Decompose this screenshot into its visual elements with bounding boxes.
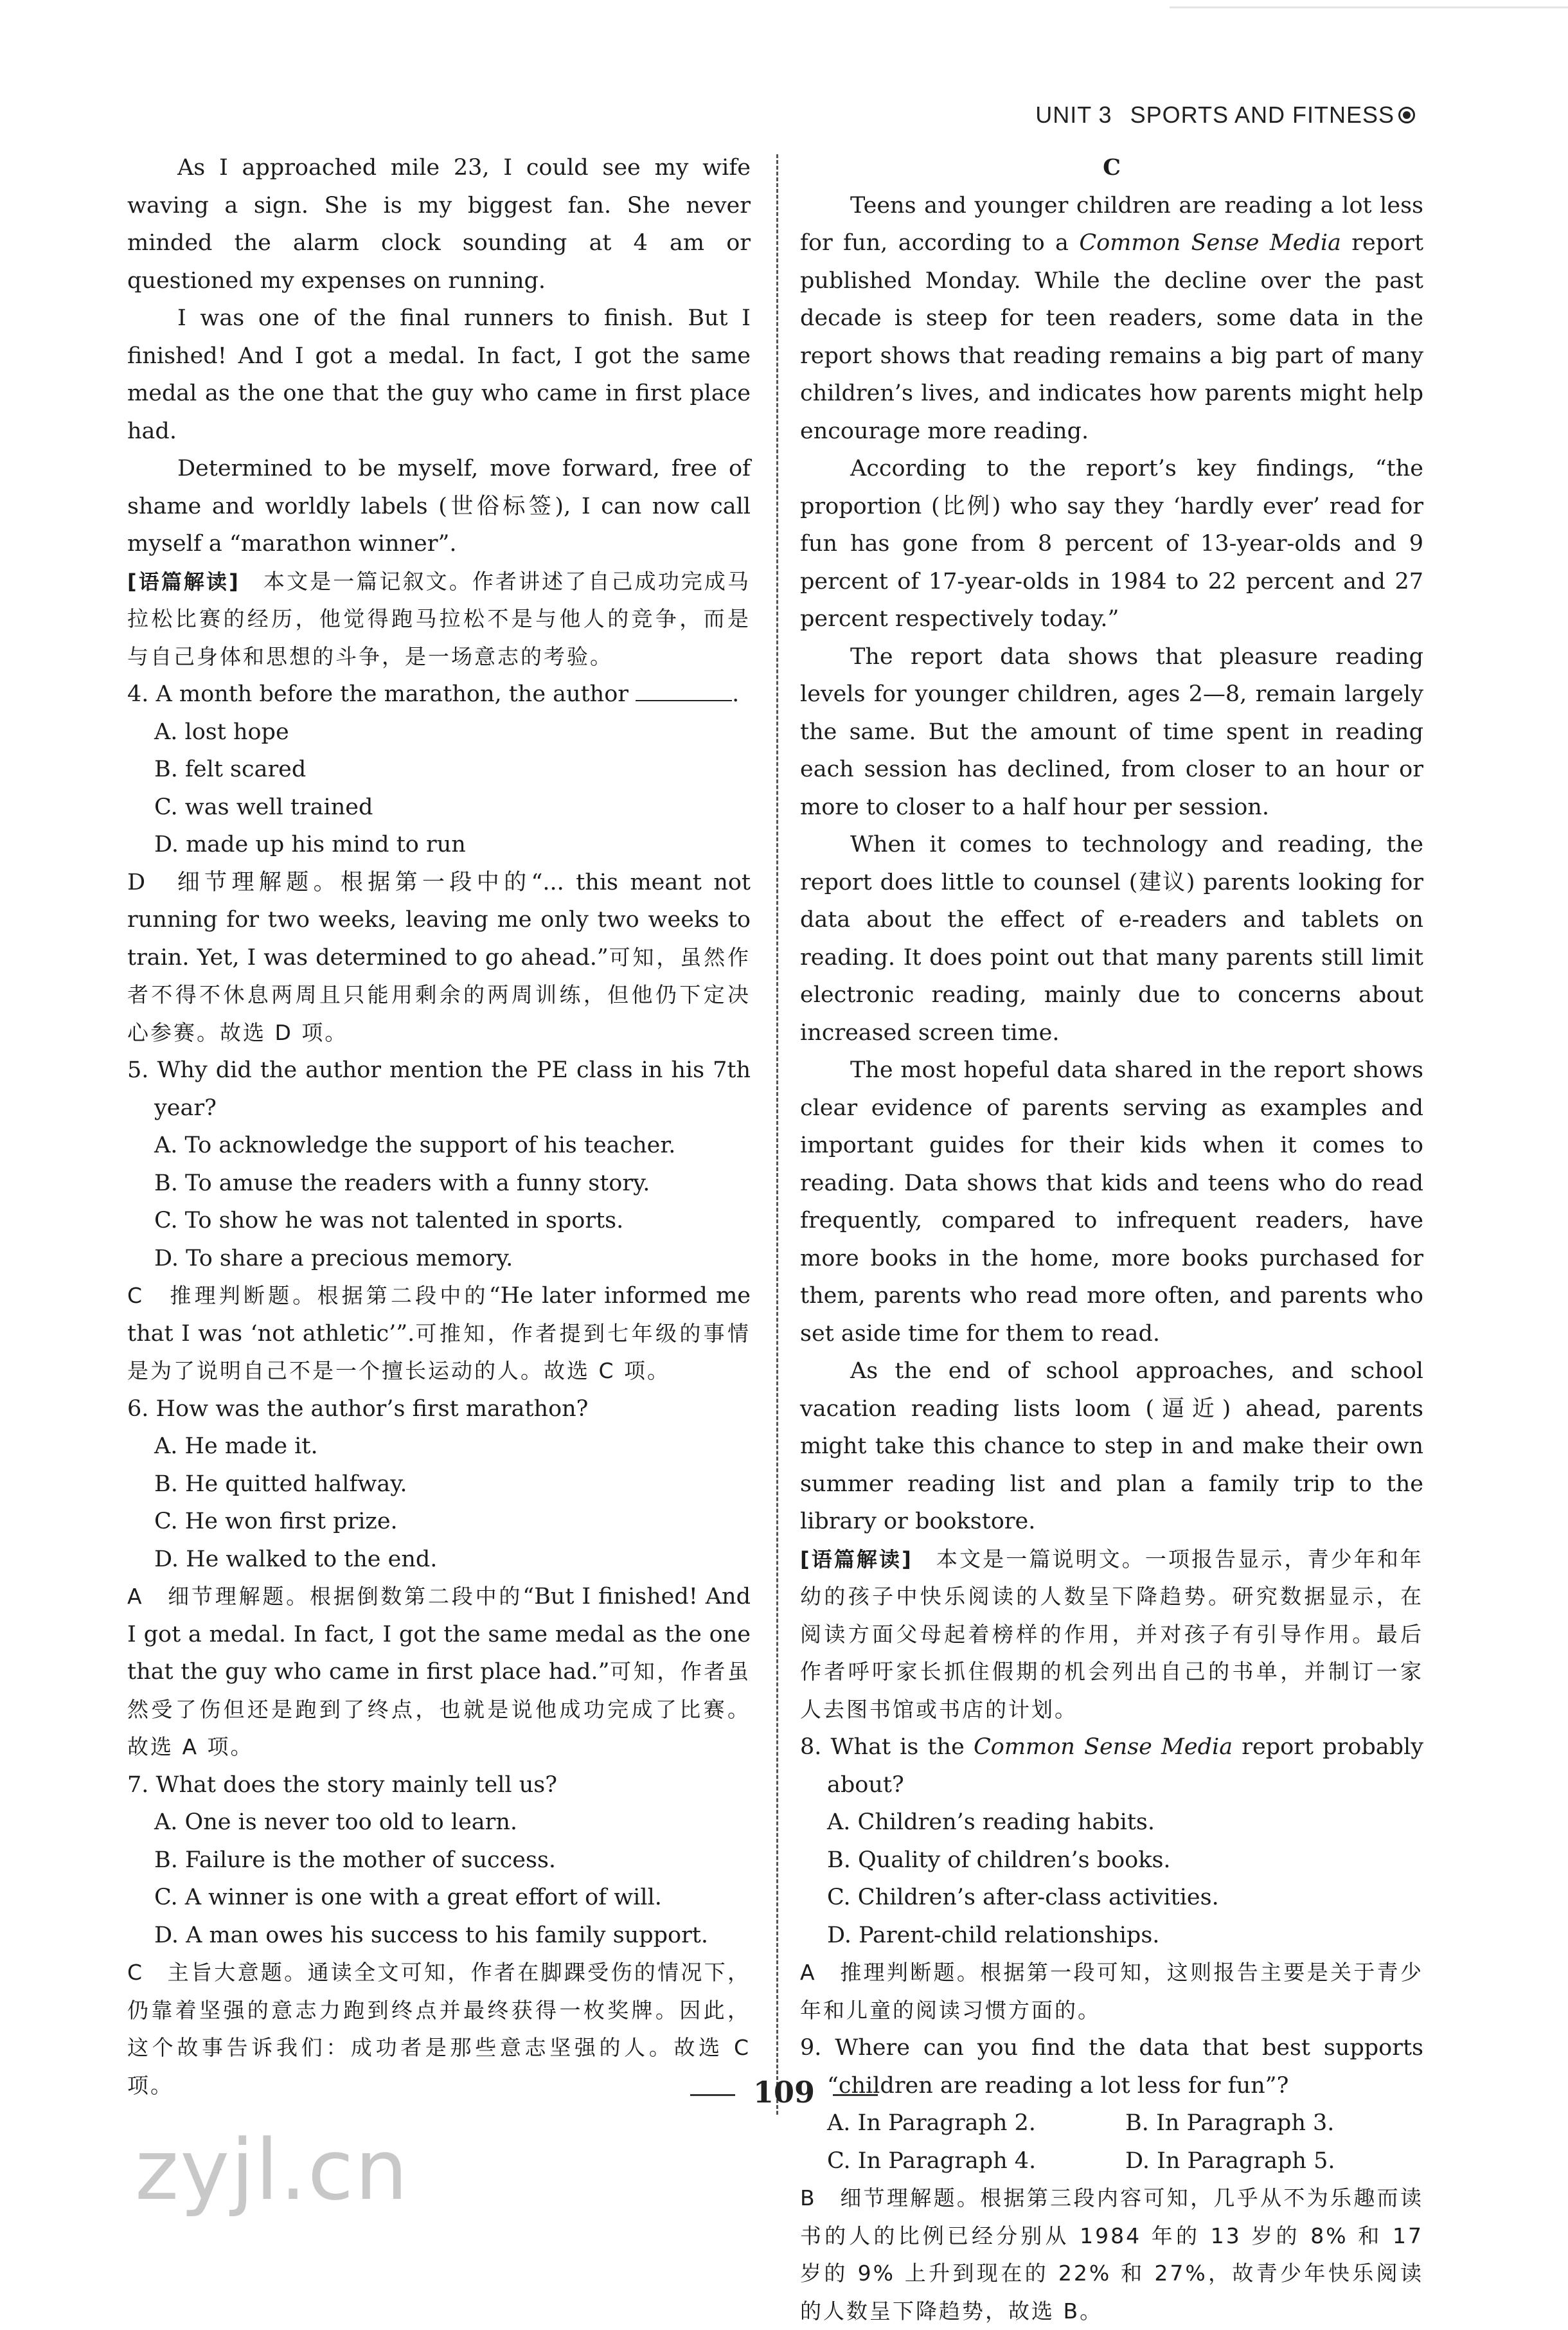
option-row	[800, 2142, 1423, 2180]
passage-paragraph: Teens and younger children are reading a lot less for fun, according to a Common Sense Media report published Monday. While the decline over the past decade is steep for teen readers, some data in the report shows that reading remains a big part of many children’s lives, and indicates how parents might help encourage more reading.	[800, 192, 1424, 444]
answer-explanation: B 细节理解题。根据第三段内容可知，几乎从不为乐趣而读书的人的比例已经分别从 1984 年的 13 岁的 8% 和 17 岁的 9% 上升到现在的 22% 和 27%，故青少年快乐阅读的人数呈下降趋势，故选 B。	[800, 2185, 1423, 2324]
option: B. felt scared	[154, 757, 307, 782]
option: A. Children’s reading habits.	[827, 1809, 1155, 1835]
option: C. In Paragraph 4.	[827, 2147, 1037, 2174]
left-column	[127, 149, 751, 2104]
passage-paragraph: As the end of school approaches, and school vacation reading lists loom (逼近) ahead, parents might take this chance to step in and make their own summer reading list and plan a family trip to the library or bookstore.	[800, 1358, 1423, 1534]
analysis-text: 本文是一篇记叙文。作者讲述了自己成功完成马拉松比赛的经历，他觉得跑马拉松不是与他人的竞争，而是与自己身体和思想的斗争，是一场意志的考验。	[127, 568, 751, 669]
publication-name: Common Sense Media	[1079, 230, 1341, 256]
column-divider	[776, 154, 778, 2115]
option: D. To share a precious memory.	[154, 1245, 513, 1271]
answer-explanation: A 推理判断题。根据第一段可知，这则报告主要是关于青少年和儿童的阅读习惯方面的。	[800, 1960, 1423, 2023]
question-8: 8. What is the Common Sense Media report probably about?	[800, 1734, 1423, 1798]
passage-paragraph: Determined to be myself, move forward, free of shame and worldly labels (世俗标签), I can now call myself a “marathon winner”.	[127, 456, 751, 557]
unit-label: UNIT 3	[1035, 102, 1112, 128]
answer-explanation: C 推理判断题。根据第二段中的“He later informed me that I was ‘not athletic’”.可推知，作者提到七年级的事情是为了说明自己不是一个擅长运动的人。故选 C 项。	[127, 1283, 751, 1383]
right-column	[800, 149, 1423, 2330]
unit-title: SPORTS AND FITNESS	[1130, 102, 1394, 128]
option: D. made up his mind to run	[154, 832, 466, 857]
option: A. lost hope	[154, 719, 289, 745]
question-4: 4. A month before the marathon, the author .	[127, 681, 740, 707]
question-6: 6. How was the author’s first marathon?	[127, 1395, 589, 1422]
option: D. Parent-child relationships.	[827, 1922, 1160, 1948]
page-number: 109	[0, 2075, 1568, 2110]
question-7: 7. What does the story mainly tell us?	[127, 1771, 557, 1798]
option: C. To show he was not talented in sports.	[154, 1208, 624, 1233]
option: B. He quitted halfway.	[154, 1471, 407, 1497]
option-row	[800, 2104, 1423, 2142]
option: A. He made it.	[154, 1433, 318, 1459]
answer-explanation: A 细节理解题。根据倒数第二段中的“But I finished! And I got a medal. In fact, I got the same medal as the one that the guy who came in first place had.”可知，作者虽然受了伤但还是跑到了终点，也就是说他成功完成了比赛。故选 A 项。	[127, 1584, 751, 1759]
analysis-tag: [语篇解读]	[800, 1546, 913, 1572]
option: C. A winner is one with a great effort of will.	[154, 1885, 662, 1910]
running-header	[1035, 102, 1415, 129]
option: D. A man owes his success to his family support.	[154, 1922, 708, 1948]
bullet-icon	[1398, 107, 1415, 123]
analysis-tag: [语篇解读]	[127, 569, 240, 594]
option: D. He walked to the end.	[154, 1546, 438, 1572]
passage-paragraph: According to the report’s key findings, “the proportion (比例) who say they ‘hardly ever’ read for fun has gone from 8 percent of 13-year-olds and 9 percent of 17-year-olds in 1984 to 22 percent and 27 percent respectively today.”	[800, 456, 1423, 632]
watermark: zyjl.cn	[135, 2121, 409, 2219]
option: B. Failure is the mother of success.	[154, 1847, 557, 1873]
option: C. was well trained	[154, 794, 373, 820]
answer-explanation: D 细节理解题。根据第一段中的“... this meant not running for two weeks, leaving me only two weeks to train. Yet, I was determined to go ahead.”可知，虽然作者不得不休息两周且只能用剩余的两周训练，但他仍下定决心参赛。故选 D 项。	[127, 869, 751, 1045]
option: D. In Paragraph 5.	[1125, 2147, 1335, 2174]
option: A. In Paragraph 2.	[827, 2110, 1036, 2136]
passage-paragraph: When it comes to technology and reading, the report does little to counsel (建议) parents looking for data about the effect of e-readers and tablets on reading. It does point out that many parents still limit electronic reading, mainly due to concerns about increased screen time.	[800, 832, 1423, 1046]
answer-explanation: C 主旨大意题。通读全文可知，作者在脚踝受伤的情况下，仍靠着坚强的意志力跑到终点并最终获得一枚奖牌。因此，这个故事告诉我们：成功者是那些意志坚强的人。故选 C 项。	[127, 1960, 751, 2098]
answer-blank	[636, 681, 732, 701]
option: C. He won first prize.	[154, 1509, 398, 1534]
analysis-text: 本文是一篇说明文。一项报告显示，青少年和年幼的孩子中快乐阅读的人数呈下降趋势。研究数据显示，在阅读方面父母起着榜样的作用，并对孩子有引导作用。最后作者呼吁家长抓住假期的机会列出自己的书单，并制订一家人去图书馆或书店的计划。	[800, 1546, 1423, 1722]
question-5: 5. Why did the author mention the PE class in his 7th year?	[127, 1057, 751, 1121]
passage-paragraph: The report data shows that pleasure reading levels for younger children, ages 2—8, remain largely the same. But the amount of time spent in reading each session has declined, from closer to an hour or more to closer to a half hour per session.	[800, 643, 1423, 820]
passage-paragraph: As I approached mile 23, I could see my wife waving a sign. She is my biggest fan. She never minded the alarm clock sounding at 4 am or questioned my expenses on running.	[127, 155, 751, 294]
top-edge-line	[1170, 0, 1568, 8]
option: A. One is never too old to learn.	[154, 1809, 518, 1835]
option: A. To acknowledge the support of his teacher.	[154, 1133, 676, 1158]
passage-paragraph: The most hopeful data shared in the report shows clear evidence of parents serving as examples and important guides for their kids when it comes to reading. Data shows that kids and teens who do read frequently, compared to infrequent readers, have more books in the home, more books purchased for them, parents who read more often, and parents who set aside time for them to read.	[800, 1057, 1423, 1347]
option: B. To amuse the readers with a funny story.	[154, 1170, 650, 1196]
option: B. In Paragraph 3.	[1125, 2110, 1335, 2136]
option: C. Children’s after-class activities.	[827, 1885, 1219, 1910]
question-9: 9. Where can you find the data that best supports “children are reading a lot less for fun”?	[800, 2035, 1423, 2099]
option: B. Quality of children’s books.	[827, 1847, 1171, 1873]
analysis-block	[800, 1541, 1423, 1729]
section-letter: C	[1103, 154, 1121, 181]
passage-paragraph: I was one of the final runners to finish. But I finished! And I got a medal. In fact, I got the same medal as the one that the guy who came in first place had.	[127, 305, 751, 444]
analysis-block	[127, 563, 751, 676]
